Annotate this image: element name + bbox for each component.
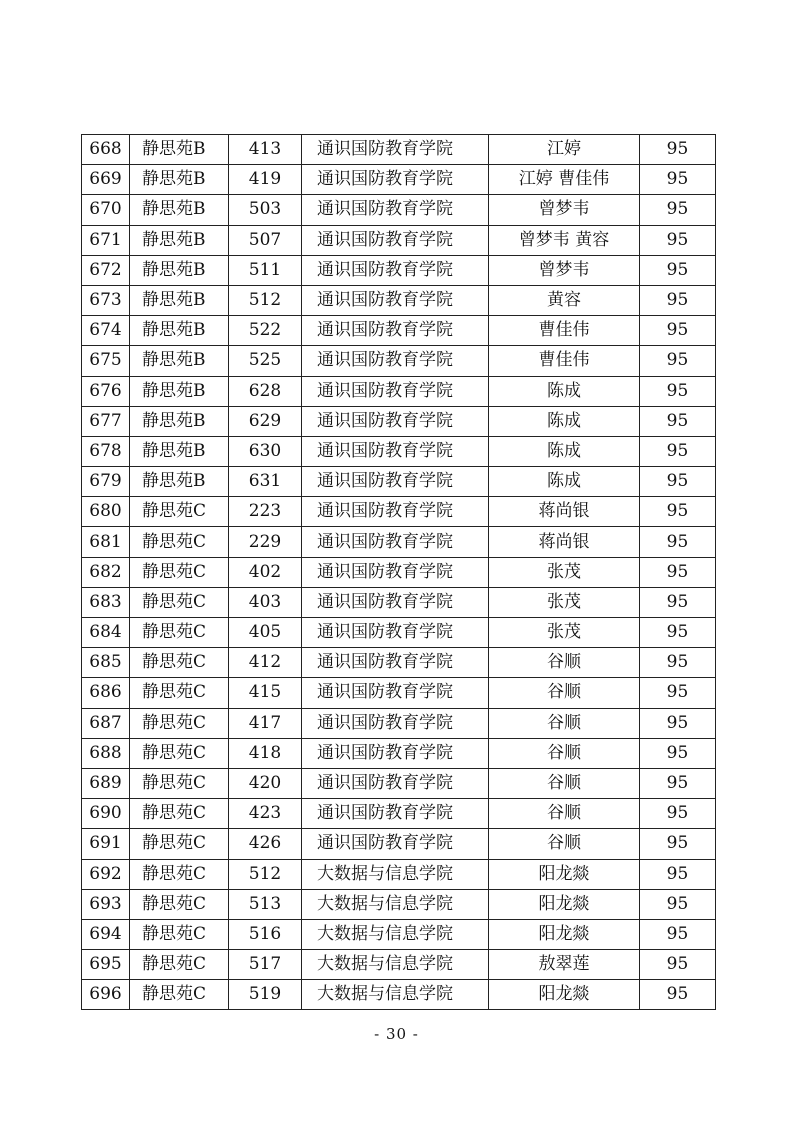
cell-number: 670 [82,195,130,225]
cell-building: 静思苑B [130,165,229,195]
cell-building: 静思苑B [130,376,229,406]
cell-score: 95 [640,768,716,798]
cell-counselor: 阳龙燚 [489,889,640,919]
cell-counselor: 谷顺 [489,799,640,829]
cell-building: 静思苑B [130,195,229,225]
cell-number: 678 [82,436,130,466]
table-row [82,738,716,768]
cell-number: 687 [82,708,130,738]
cell-score: 95 [640,919,716,949]
cell-building: 静思苑C [130,678,229,708]
cell-college: 通识国防教育学院 [302,376,489,406]
cell-building: 静思苑C [130,557,229,587]
cell-counselor: 谷顺 [489,738,640,768]
table-row [82,859,716,889]
cell-counselor: 陈成 [489,406,640,436]
cell-room: 512 [229,859,302,889]
cell-building: 静思苑B [130,467,229,497]
cell-score: 95 [640,648,716,678]
cell-building: 静思苑C [130,527,229,557]
table-row [82,919,716,949]
table-row [82,436,716,466]
cell-counselor: 陈成 [489,467,640,497]
cell-number: 673 [82,285,130,315]
table-row [82,285,716,315]
cell-college: 大数据与信息学院 [302,950,489,980]
cell-college: 通识国防教育学院 [302,708,489,738]
cell-college: 通识国防教育学院 [302,406,489,436]
cell-counselor: 张茂 [489,618,640,648]
cell-college: 通识国防教育学院 [302,165,489,195]
cell-room: 413 [229,135,302,165]
cell-number: 668 [82,135,130,165]
cell-building: 静思苑B [130,406,229,436]
cell-building: 静思苑C [130,799,229,829]
cell-counselor: 阳龙燚 [489,919,640,949]
table-row [82,587,716,617]
cell-room: 512 [229,285,302,315]
cell-score: 95 [640,980,716,1010]
table-row [82,346,716,376]
cell-score: 95 [640,225,716,255]
cell-building: 静思苑C [130,708,229,738]
cell-room: 516 [229,919,302,949]
cell-room: 423 [229,799,302,829]
cell-counselor: 谷顺 [489,648,640,678]
cell-college: 通识国防教育学院 [302,678,489,708]
cell-number: 688 [82,738,130,768]
page-number: - 30 - [374,1025,419,1043]
cell-college: 通识国防教育学院 [302,829,489,859]
cell-score: 95 [640,376,716,406]
table-row [82,829,716,859]
cell-number: 682 [82,557,130,587]
cell-college: 大数据与信息学院 [302,889,489,919]
cell-counselor: 张茂 [489,557,640,587]
cell-building: 静思苑C [130,587,229,617]
cell-counselor: 曾梦韦 [489,255,640,285]
cell-building: 静思苑C [130,497,229,527]
cell-room: 417 [229,708,302,738]
table-row [82,557,716,587]
cell-room: 419 [229,165,302,195]
cell-counselor: 曹佳伟 [489,316,640,346]
cell-score: 95 [640,467,716,497]
cell-college: 通识国防教育学院 [302,738,489,768]
cell-counselor: 张茂 [489,587,640,617]
cell-counselor: 谷顺 [489,708,640,738]
cell-room: 629 [229,406,302,436]
cell-score: 95 [640,618,716,648]
cell-college: 通识国防教育学院 [302,648,489,678]
cell-counselor: 阳龙燚 [489,859,640,889]
table-row [82,708,716,738]
cell-building: 静思苑C [130,618,229,648]
table-row [82,527,716,557]
cell-score: 95 [640,950,716,980]
cell-building: 静思苑C [130,648,229,678]
cell-score: 95 [640,497,716,527]
cell-room: 507 [229,225,302,255]
cell-counselor: 阳龙燚 [489,980,640,1010]
cell-score: 95 [640,165,716,195]
table-row [82,165,716,195]
cell-number: 695 [82,950,130,980]
cell-room: 630 [229,436,302,466]
table-row [82,376,716,406]
cell-room: 418 [229,738,302,768]
cell-room: 420 [229,768,302,798]
cell-building: 静思苑B [130,135,229,165]
table-row [82,768,716,798]
table-row [82,799,716,829]
cell-number: 684 [82,618,130,648]
cell-room: 517 [229,950,302,980]
cell-counselor: 江婷 [489,135,640,165]
cell-building: 静思苑C [130,738,229,768]
cell-college: 通识国防教育学院 [302,285,489,315]
cell-room: 229 [229,527,302,557]
cell-number: 681 [82,527,130,557]
cell-score: 95 [640,799,716,829]
table-row [82,406,716,436]
cell-college: 通识国防教育学院 [302,557,489,587]
table-row [82,648,716,678]
table-body [82,135,716,1010]
cell-number: 672 [82,255,130,285]
cell-room: 405 [229,618,302,648]
cell-counselor: 陈成 [489,436,640,466]
dormitory-score-table [81,134,716,1010]
cell-college: 通识国防教育学院 [302,225,489,255]
cell-college: 通识国防教育学院 [302,316,489,346]
cell-score: 95 [640,135,716,165]
cell-room: 402 [229,557,302,587]
cell-score: 95 [640,889,716,919]
cell-score: 95 [640,738,716,768]
cell-college: 通识国防教育学院 [302,195,489,225]
cell-score: 95 [640,859,716,889]
cell-counselor: 陈成 [489,376,640,406]
cell-building: 静思苑C [130,768,229,798]
cell-score: 95 [640,316,716,346]
cell-number: 696 [82,980,130,1010]
cell-building: 静思苑C [130,829,229,859]
cell-room: 511 [229,255,302,285]
cell-number: 680 [82,497,130,527]
cell-college: 通识国防教育学院 [302,768,489,798]
cell-score: 95 [640,406,716,436]
cell-counselor: 曾梦韦 黄容 [489,225,640,255]
cell-building: 静思苑B [130,436,229,466]
table-row [82,678,716,708]
cell-building: 静思苑B [130,316,229,346]
cell-college: 通识国防教育学院 [302,467,489,497]
cell-room: 223 [229,497,302,527]
cell-room: 415 [229,678,302,708]
cell-number: 686 [82,678,130,708]
cell-room: 513 [229,889,302,919]
cell-room: 628 [229,376,302,406]
table-row [82,195,716,225]
table-row [82,980,716,1010]
cell-room: 631 [229,467,302,497]
cell-college: 大数据与信息学院 [302,980,489,1010]
cell-building: 静思苑C [130,859,229,889]
cell-counselor: 蒋尚银 [489,497,640,527]
cell-college: 通识国防教育学院 [302,497,489,527]
cell-college: 通识国防教育学院 [302,618,489,648]
cell-number: 669 [82,165,130,195]
cell-building: 静思苑C [130,919,229,949]
cell-counselor: 黄容 [489,285,640,315]
table-row [82,618,716,648]
cell-building: 静思苑B [130,346,229,376]
cell-college: 通识国防教育学院 [302,135,489,165]
cell-number: 685 [82,648,130,678]
cell-number: 676 [82,376,130,406]
table-row [82,225,716,255]
cell-number: 691 [82,829,130,859]
cell-college: 通识国防教育学院 [302,255,489,285]
cell-score: 95 [640,708,716,738]
cell-score: 95 [640,527,716,557]
cell-college: 通识国防教育学院 [302,799,489,829]
table-row [82,467,716,497]
cell-score: 95 [640,436,716,466]
cell-score: 95 [640,346,716,376]
cell-building: 静思苑B [130,255,229,285]
cell-college: 大数据与信息学院 [302,919,489,949]
table-row [82,889,716,919]
cell-college: 通识国防教育学院 [302,587,489,617]
cell-college: 通识国防教育学院 [302,527,489,557]
cell-number: 671 [82,225,130,255]
cell-counselor: 敖翠莲 [489,950,640,980]
cell-number: 683 [82,587,130,617]
cell-building: 静思苑B [130,225,229,255]
cell-building: 静思苑C [130,950,229,980]
cell-score: 95 [640,678,716,708]
cell-number: 690 [82,799,130,829]
cell-score: 95 [640,195,716,225]
table-row [82,497,716,527]
cell-score: 95 [640,587,716,617]
cell-number: 679 [82,467,130,497]
cell-building: 静思苑C [130,980,229,1010]
cell-room: 519 [229,980,302,1010]
cell-score: 95 [640,255,716,285]
cell-college: 通识国防教育学院 [302,436,489,466]
cell-score: 95 [640,285,716,315]
cell-number: 675 [82,346,130,376]
cell-counselor: 曹佳伟 [489,346,640,376]
cell-college: 通识国防教育学院 [302,346,489,376]
cell-number: 692 [82,859,130,889]
cell-number: 694 [82,919,130,949]
cell-number: 689 [82,768,130,798]
cell-counselor: 谷顺 [489,768,640,798]
cell-room: 503 [229,195,302,225]
cell-counselor: 谷顺 [489,829,640,859]
cell-building: 静思苑B [130,285,229,315]
table-row [82,316,716,346]
cell-number: 693 [82,889,130,919]
cell-room: 522 [229,316,302,346]
cell-building: 静思苑C [130,889,229,919]
cell-room: 525 [229,346,302,376]
cell-room: 426 [229,829,302,859]
cell-room: 412 [229,648,302,678]
table-row [82,255,716,285]
cell-room: 403 [229,587,302,617]
cell-counselor: 曾梦韦 [489,195,640,225]
cell-counselor: 江婷 曹佳伟 [489,165,640,195]
cell-score: 95 [640,557,716,587]
cell-counselor: 谷顺 [489,678,640,708]
cell-college: 大数据与信息学院 [302,859,489,889]
cell-score: 95 [640,829,716,859]
table-row [82,950,716,980]
cell-number: 674 [82,316,130,346]
table-row [82,135,716,165]
cell-counselor: 蒋尚银 [489,527,640,557]
cell-number: 677 [82,406,130,436]
